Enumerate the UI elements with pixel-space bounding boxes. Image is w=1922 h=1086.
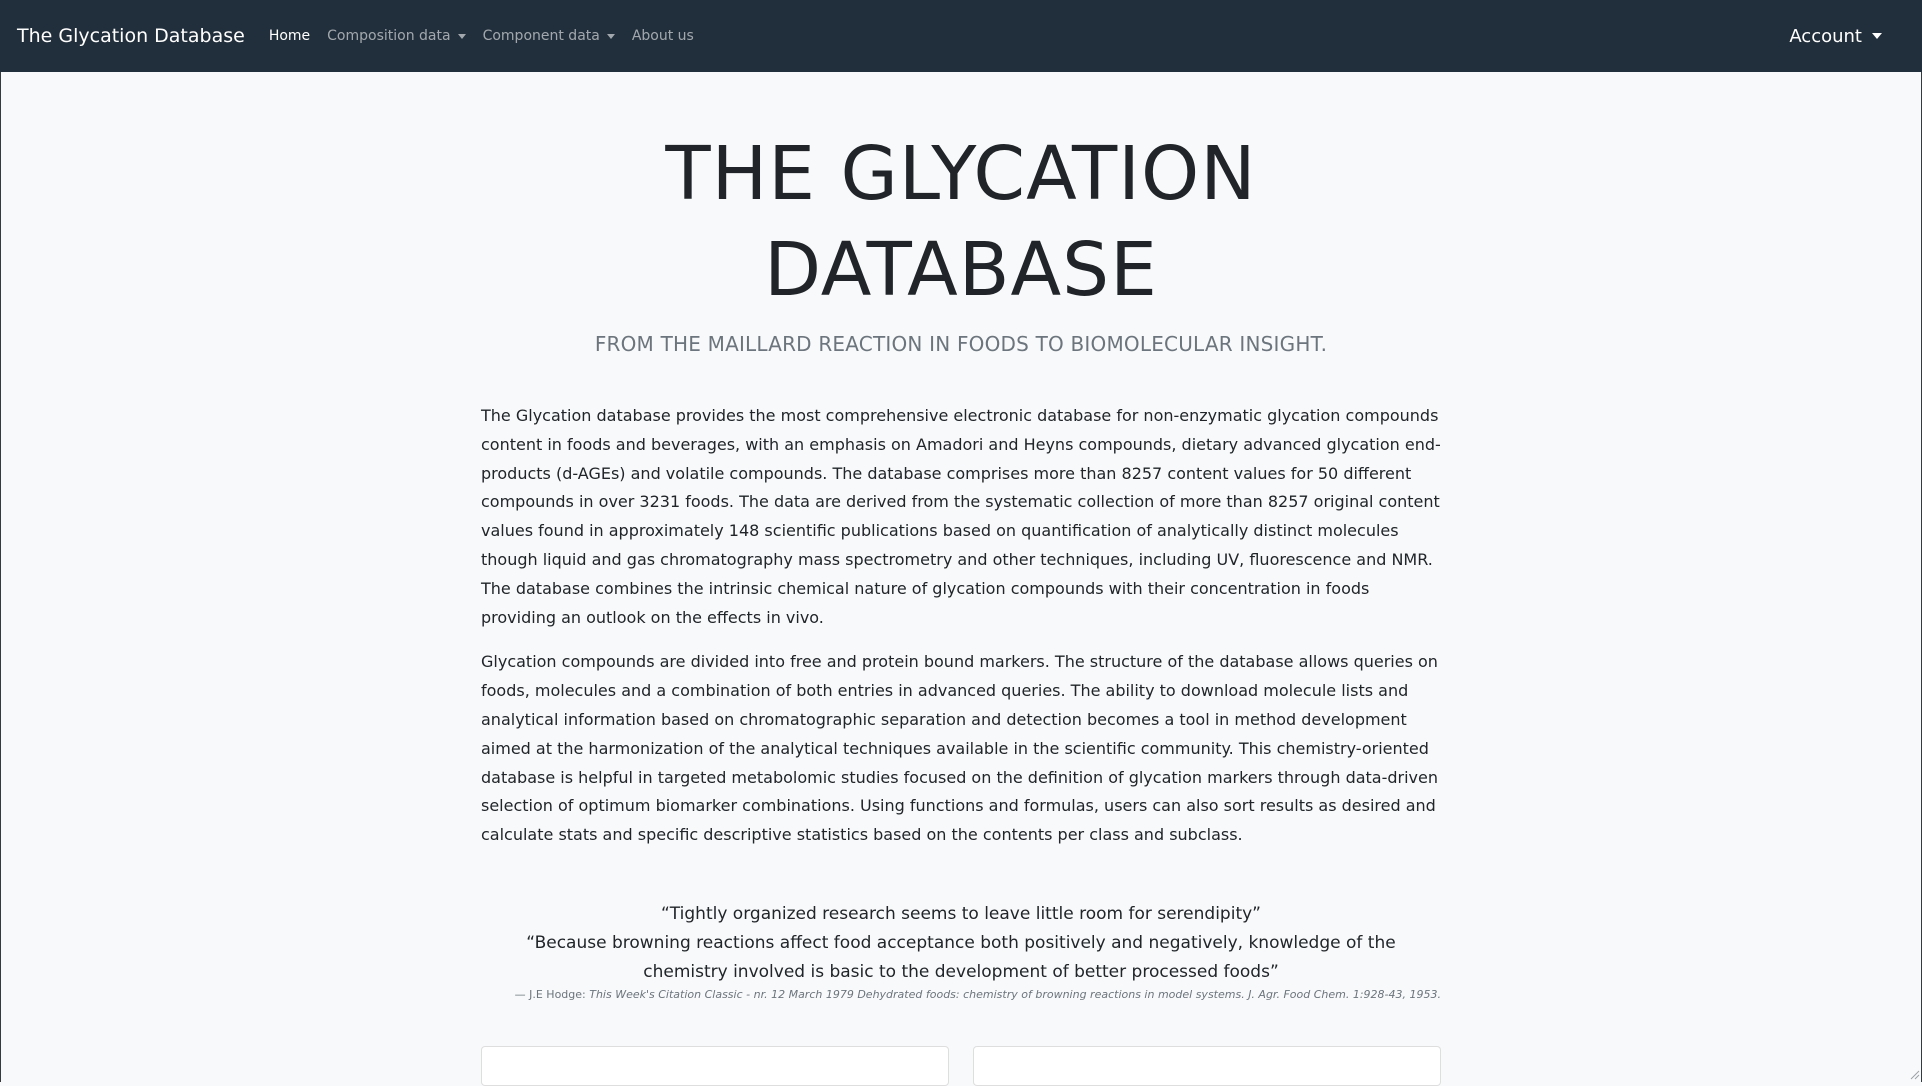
nav-about-us-link[interactable] xyxy=(632,28,694,44)
chevron-down-icon xyxy=(458,34,466,39)
chevron-down-icon xyxy=(607,34,615,39)
account-dropdown[interactable] xyxy=(1789,0,1882,72)
brand-link[interactable]: The Glycation Database xyxy=(17,25,245,47)
nav-composition-data-dropdown[interactable] xyxy=(327,28,465,44)
nav-composition-data-label: Composition data xyxy=(327,28,450,44)
intro-paragraph-1: The Glycation database provides the most comprehensive electronic database for non-enzymatic glycation compounds content in foods and beverages, with an emphasis on Amadori and Heyns compounds, dietary advanced glycation end-products (d-AGEs) and volatile compounds. The database comprises more than 8257 content values for 50 different compounds in over 3231 foods. The data are derived from the systematic collection of more than 8257 original content values found in approximately 148 scientific publications based on quantification of analytically distinct molecules though liquid and gas chromatography mass spectrometry and other techniques, including UV, fluorescence and NMR. The database combines the intrinsic chemical nature of glycation compounds with their concentration in foods providing an outlook on the effects in vivo. xyxy=(481,402,1441,632)
main-content xyxy=(0,72,1922,1017)
feature-card xyxy=(481,1046,949,1086)
page-title-line1: THE GLYCATION xyxy=(665,131,1256,217)
nav-home-link[interactable] xyxy=(269,28,310,44)
quote-line-2: “Because browning reactions affect food acceptance both positively and negatively, knowledge of the chemistry involved is basic to the development of better processed foods” xyxy=(481,929,1441,987)
nav-links xyxy=(269,28,711,44)
feature-card xyxy=(973,1046,1441,1086)
intro-section xyxy=(481,402,1441,1001)
quote-line-1: “Tightly organized research seems to leave little room for serendipity” xyxy=(481,900,1441,929)
quote-block xyxy=(481,900,1441,1001)
page-title xyxy=(0,126,1922,318)
nav-home-label: Home xyxy=(269,28,310,44)
quote-citation-author: — J.E Hodge: xyxy=(515,988,590,1001)
intro-paragraph-2: Glycation compounds are divided into free and protein bound markers. The structure of the database allows queries on foods, molecules and a combination of both entries in advanced queries. The ability to download molecule lists and analytical information based on chromatographic separation and detection becomes a tool in method development aimed at the harmonization of the analytical techniques available in the scientific community. This chemistry-oriented database is helpful in targeted metabolomic studies focused on the definition of glycation markers through data-driven selection of optimum biomarker combinations. Using functions and formulas, users can also sort results as desired and calculate stats and specific descriptive statistics based on the contents per class and subclass. xyxy=(481,648,1441,850)
nav-about-us-label: About us xyxy=(632,28,694,44)
quote-citation-source: This Week's Citation Classic - nr. 12 March 1979 Dehydrated foods: chemistry of browning reactions in model systems. J. Agr. Food Chem. 1:928-43, 1953. xyxy=(589,988,1441,1001)
nav-component-data-label: Component data xyxy=(483,28,600,44)
chevron-down-icon xyxy=(1872,33,1882,39)
resize-grip-icon[interactable] xyxy=(1908,1068,1920,1080)
account-label: Account xyxy=(1789,26,1862,47)
page-title-line2: DATABASE xyxy=(764,227,1158,313)
top-navbar xyxy=(0,0,1922,72)
nav-component-data-dropdown[interactable] xyxy=(483,28,615,44)
page-subtitle: FROM THE MAILLARD REACTION IN FOODS TO BIOMOLECULAR INSIGHT. xyxy=(0,332,1922,356)
quote-citation xyxy=(481,988,1441,1001)
feature-cards xyxy=(481,1046,1441,1086)
